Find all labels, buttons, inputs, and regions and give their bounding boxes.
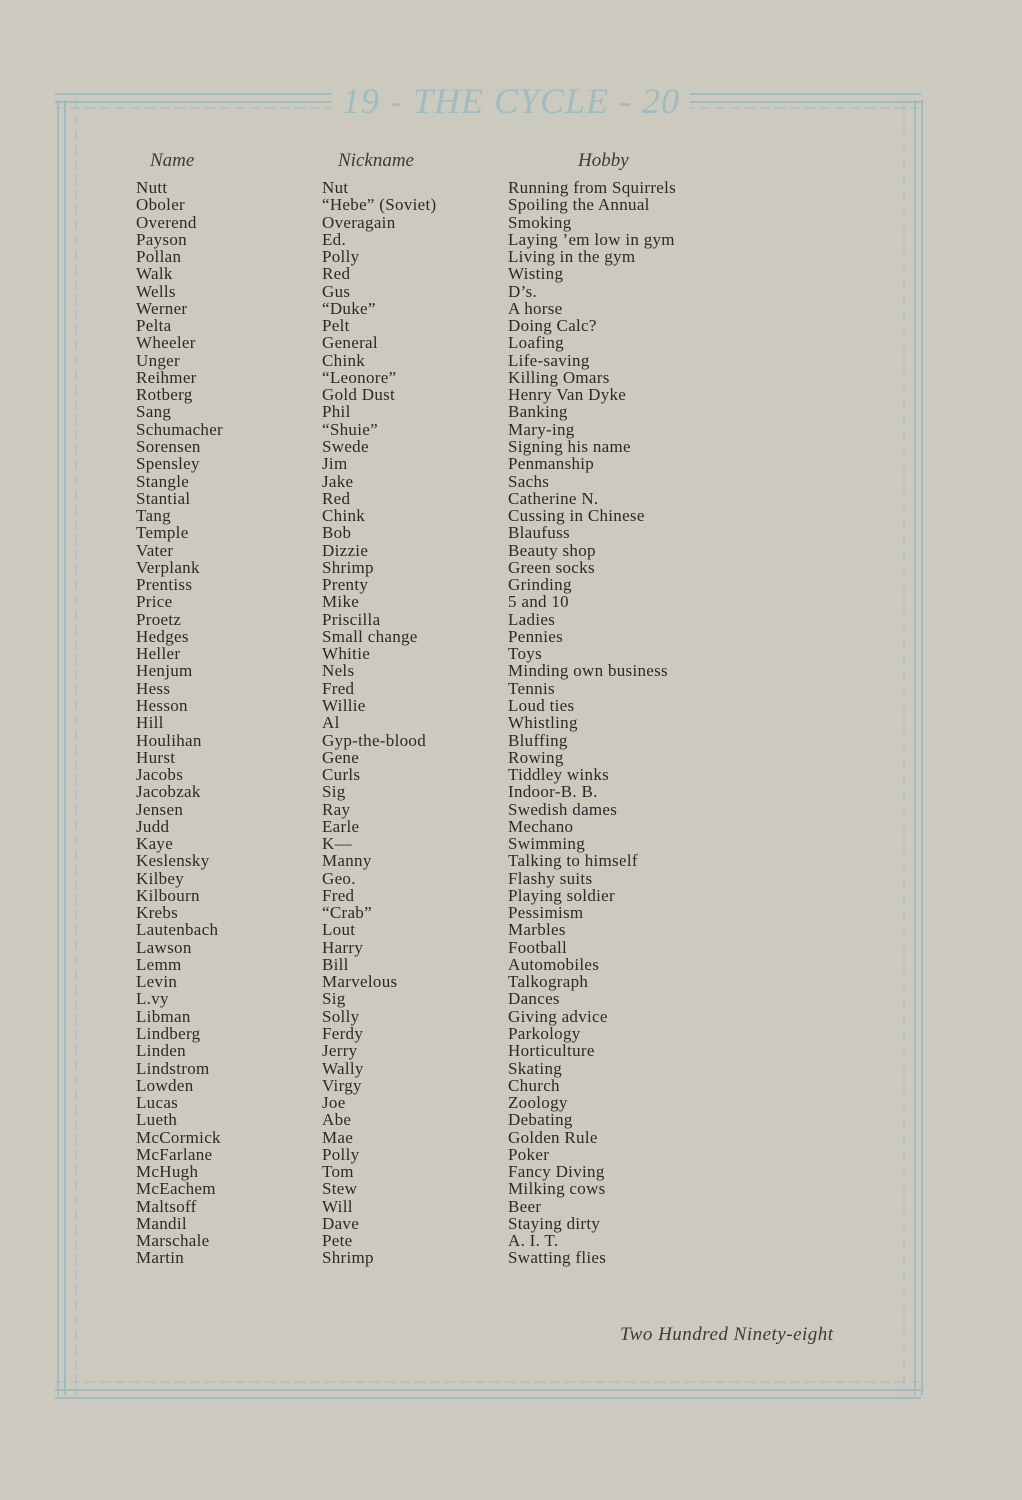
hobby-entry: Whistling [508,713,578,733]
hobby-entry: Wisting [508,264,564,284]
nickname-entry: Shrimp [322,1248,374,1268]
page-header-title [0,80,1022,122]
hobby-entry: Minding own business [508,661,668,681]
name-entry: Lueth [136,1110,178,1130]
name-entry: Kilbey [136,868,185,888]
hobby-entry: Talkograph [508,972,589,992]
hobby-entry: Milking cows [508,1179,606,1199]
name-entry: Hess [136,678,171,698]
name-entry: Proetz [136,609,182,629]
nickname-entry: Manny [322,851,372,871]
name-entry: Krebs [136,903,179,923]
name-entry: Lemm [136,954,182,974]
nickname-entry: Prenty [322,575,369,595]
hobby-entry: A horse [508,298,563,318]
nickname-list [322,179,436,1267]
hobby-entry: Church [508,1075,560,1095]
hobby-entry: Blaufuss [508,523,570,543]
name-entry: Hill [136,713,164,733]
nickname-entry: Will [322,1196,353,1216]
name-entry: Schumacher [136,419,224,439]
nickname-entry: Fred [322,678,355,698]
name-entry: Heller [136,644,181,664]
name-entry: Sang [136,402,172,422]
nickname-entry: Shrimp [322,557,374,577]
name-entry: Lindstrom [136,1058,210,1078]
hobby-entry: Tennis [508,678,555,698]
hobby-entry: Tiddley winks [508,765,610,785]
hobby-entry: Catherine N. [508,488,599,508]
hobby-entry: Fancy Diving [508,1162,605,1182]
name-entry: Pelta [136,316,172,336]
hobby-entry: Pennies [508,626,563,646]
hobby-entry: Grinding [508,575,572,595]
hobby-entry: Debating [508,1110,573,1130]
nickname-entry: Earle [322,816,360,836]
nickname-entry: Willie [322,695,366,715]
nickname-entry: Gus [322,281,351,301]
nickname-entry: Polly [322,1144,360,1164]
name-entry: Lucas [136,1093,179,1113]
nickname-entry: Al [322,713,340,733]
nickname-entry: Small change [322,626,418,646]
name-entry: Spensley [136,454,200,474]
nickname-entry: K— [322,834,352,854]
hobby-entry: Flashy suits [508,868,593,888]
nickname-entry: Marvelous [322,972,398,992]
nickname-entry: Lout [322,920,356,940]
header-title-text: 19 - THE CYCLE - 20 [332,81,690,121]
hobby-entry: Smoking [508,212,572,232]
name-entry: Jensen [136,799,184,819]
name-entry: Werner [136,298,188,318]
name-entry: Levin [136,972,178,992]
nickname-entry: Harry [322,937,364,957]
name-entry: McFarlane [136,1144,213,1164]
hobby-entry: Loafing [508,333,564,353]
name-entry: Wheeler [136,333,196,353]
hobby-entry: Talking to himself [508,851,638,871]
column-header-name: Name [150,150,195,171]
name-entry: McCormick [136,1127,221,1147]
nickname-entry: Mike [322,592,360,612]
hobby-entry: Swimming [508,834,586,854]
name-entry: Judd [136,816,170,836]
name-entry: Jacobs [136,765,184,785]
nickname-entry: Mae [322,1127,354,1147]
name-entry: Reihmer [136,367,197,387]
nickname-entry: Whitie [322,644,371,664]
nickname-entry: Virgy [322,1075,362,1095]
hobby-entry: A. I. T. [508,1231,559,1251]
name-entry: Keslensky [136,851,210,871]
nickname-entry: Tom [322,1162,354,1182]
hobby-entry: Ladies [508,609,556,629]
nickname-entry: Nut [322,178,349,197]
nickname-entry: Pete [322,1231,353,1251]
hobby-entry: Spoiling the Annual [508,195,650,215]
nickname-entry: Pelt [322,316,350,336]
name-list [136,179,223,1267]
hobby-entry: Penmanship [508,454,595,474]
hobby-entry: Henry Van Dyke [508,385,627,405]
hobby-entry: Football [508,937,568,957]
nickname-entry: “Hebe” (Soviet) [322,195,437,215]
name-entry: Vater [136,540,174,560]
hobby-entry: Banking [508,402,568,422]
nickname-entry: Ray [322,799,351,819]
name-entry: Wells [136,281,176,301]
hobby-entry: Living in the gym [508,247,636,267]
nickname-entry: Swede [322,436,369,456]
hobby-entry: Signing his name [508,436,631,456]
nickname-entry: Chink [322,506,366,526]
name-entry: Nutt [136,178,168,197]
nickname-entry: Stew [322,1179,358,1199]
name-entry: Henjum [136,661,193,681]
hobby-entry: Marbles [508,920,566,940]
name-entry: Martin [136,1248,185,1268]
hobby-entry: Dances [508,989,560,1009]
hobby-entry: Pessimism [508,903,584,923]
nickname-entry: Ed. [322,229,347,249]
nickname-entry: Gene [322,747,360,767]
name-entry: Prentiss [136,575,193,595]
hobby-entry: Poker [508,1144,550,1164]
name-entry: Linden [136,1041,186,1061]
column-header-nickname: Nickname [338,150,414,171]
hobby-entry: Laying ’em low in gym [508,229,675,249]
nickname-entry: Fred [322,885,355,905]
left-border-ornament [52,100,82,1395]
name-entry: Maltsoff [136,1196,197,1216]
column-header-hobby: Hobby [578,150,629,171]
name-entry: Stantial [136,488,191,508]
hobby-entry: Swatting flies [508,1248,607,1268]
name-entry: Stangle [136,471,190,491]
nickname-entry: Gyp-the-blood [322,730,426,750]
hobby-entry: Rowing [508,747,564,767]
name-entry: Hurst [136,747,176,767]
name-entry: Kaye [136,834,174,854]
hobby-entry: Automobiles [508,954,600,974]
name-entry: Houlihan [136,730,202,750]
nickname-entry: Abe [322,1110,352,1130]
hobby-entry: Zoology [508,1093,568,1113]
hobby-entry: Parkology [508,1024,581,1044]
hobby-entry: Sachs [508,471,550,491]
nickname-entry: Solly [322,1006,360,1026]
name-entry: Lindberg [136,1024,201,1044]
nickname-entry: “Crab” [322,903,372,923]
nickname-entry: “Duke” [322,298,376,318]
page-number-label: Two Hundred Ninety-eight [620,1324,834,1345]
nickname-entry: Wally [322,1058,364,1078]
hobby-entry: Playing soldier [508,885,615,905]
name-entry: Oboler [136,195,186,215]
nickname-entry: Dizzie [322,540,369,560]
nickname-entry: Red [322,488,351,508]
hobby-entry: Skating [508,1058,563,1078]
hobby-entry: Green socks [508,557,595,577]
name-entry: McHugh [136,1162,199,1182]
hobby-entry: Swedish dames [508,799,618,819]
nickname-entry: Jake [322,471,354,491]
bottom-border-ornament [55,1378,921,1404]
name-entry: Overend [136,212,197,232]
nickname-entry: Bob [322,523,352,543]
nickname-entry: Ferdy [322,1024,364,1044]
hobby-entry: Golden Rule [508,1127,598,1147]
name-entry: Walk [136,264,173,284]
hobby-entry: Toys [508,644,543,664]
hobby-entry: 5 and 10 [508,592,569,612]
nickname-entry: Curls [322,765,361,785]
nickname-entry: General [322,333,378,353]
name-entry: McEachem [136,1179,216,1199]
name-entry: L.vy [136,989,169,1009]
hobby-entry: Beauty shop [508,540,596,560]
hobby-entry: Loud ties [508,695,575,715]
name-entry: Payson [136,229,187,249]
name-entry: Libman [136,1006,191,1026]
hobby-entry: Life-saving [508,350,590,370]
nickname-entry: Phil [322,402,351,422]
name-entry: Hedges [136,626,189,646]
hobby-entry: Horticulture [508,1041,595,1061]
name-entry: Lautenbach [136,920,219,940]
name-entry: Pollan [136,247,182,267]
nickname-entry: Polly [322,247,360,267]
name-entry: Sorensen [136,436,201,456]
right-border-ornament [898,100,928,1395]
nickname-entry: “Shuie” [322,419,378,439]
hobby-entry: Indoor-B. B. [508,782,598,802]
name-entry: Hesson [136,695,188,715]
hobby-entry: Beer [508,1196,542,1216]
hobby-entry: Bluffing [508,730,568,750]
hobby-entry: Staying dirty [508,1213,601,1233]
hobby-list [508,179,676,1267]
nickname-entry: Sig [322,989,346,1009]
name-entry: Rotberg [136,385,193,405]
name-entry: Unger [136,350,180,370]
nickname-entry: Nels [322,661,355,681]
name-entry: Tang [136,506,171,526]
name-entry: Marschale [136,1231,210,1251]
hobby-entry: Giving advice [508,1006,608,1026]
name-entry: Verplank [136,557,200,577]
nickname-entry: Joe [322,1093,346,1113]
nickname-entry: Red [322,264,351,284]
nickname-entry: Sig [322,782,346,802]
hobby-entry: Killing Omars [508,367,610,387]
nickname-entry: Gold Dust [322,385,396,405]
hobby-entry: D’s. [508,281,538,301]
nickname-entry: Jim [322,454,348,474]
nickname-entry: Overagain [322,212,396,232]
nickname-entry: Geo. [322,868,356,888]
name-entry: Price [136,592,173,612]
hobby-entry: Cussing in Chinese [508,506,645,526]
name-entry: Mandil [136,1213,187,1233]
name-entry: Lowden [136,1075,194,1095]
nickname-entry: Chink [322,350,366,370]
name-entry: Temple [136,523,189,543]
hobby-entry: Running from Squirrels [508,178,677,197]
name-entry: Jacobzak [136,782,201,802]
hobby-entry: Doing Calc? [508,316,597,336]
nickname-entry: “Leonore” [322,367,397,387]
name-entry: Lawson [136,937,192,957]
nickname-entry: Dave [322,1213,360,1233]
name-entry: Kilbourn [136,885,200,905]
hobby-entry: Mary-ing [508,419,575,439]
hobby-entry: Mechano [508,816,574,836]
nickname-entry: Priscilla [322,609,381,629]
nickname-entry: Bill [322,954,349,974]
nickname-entry: Jerry [322,1041,358,1061]
